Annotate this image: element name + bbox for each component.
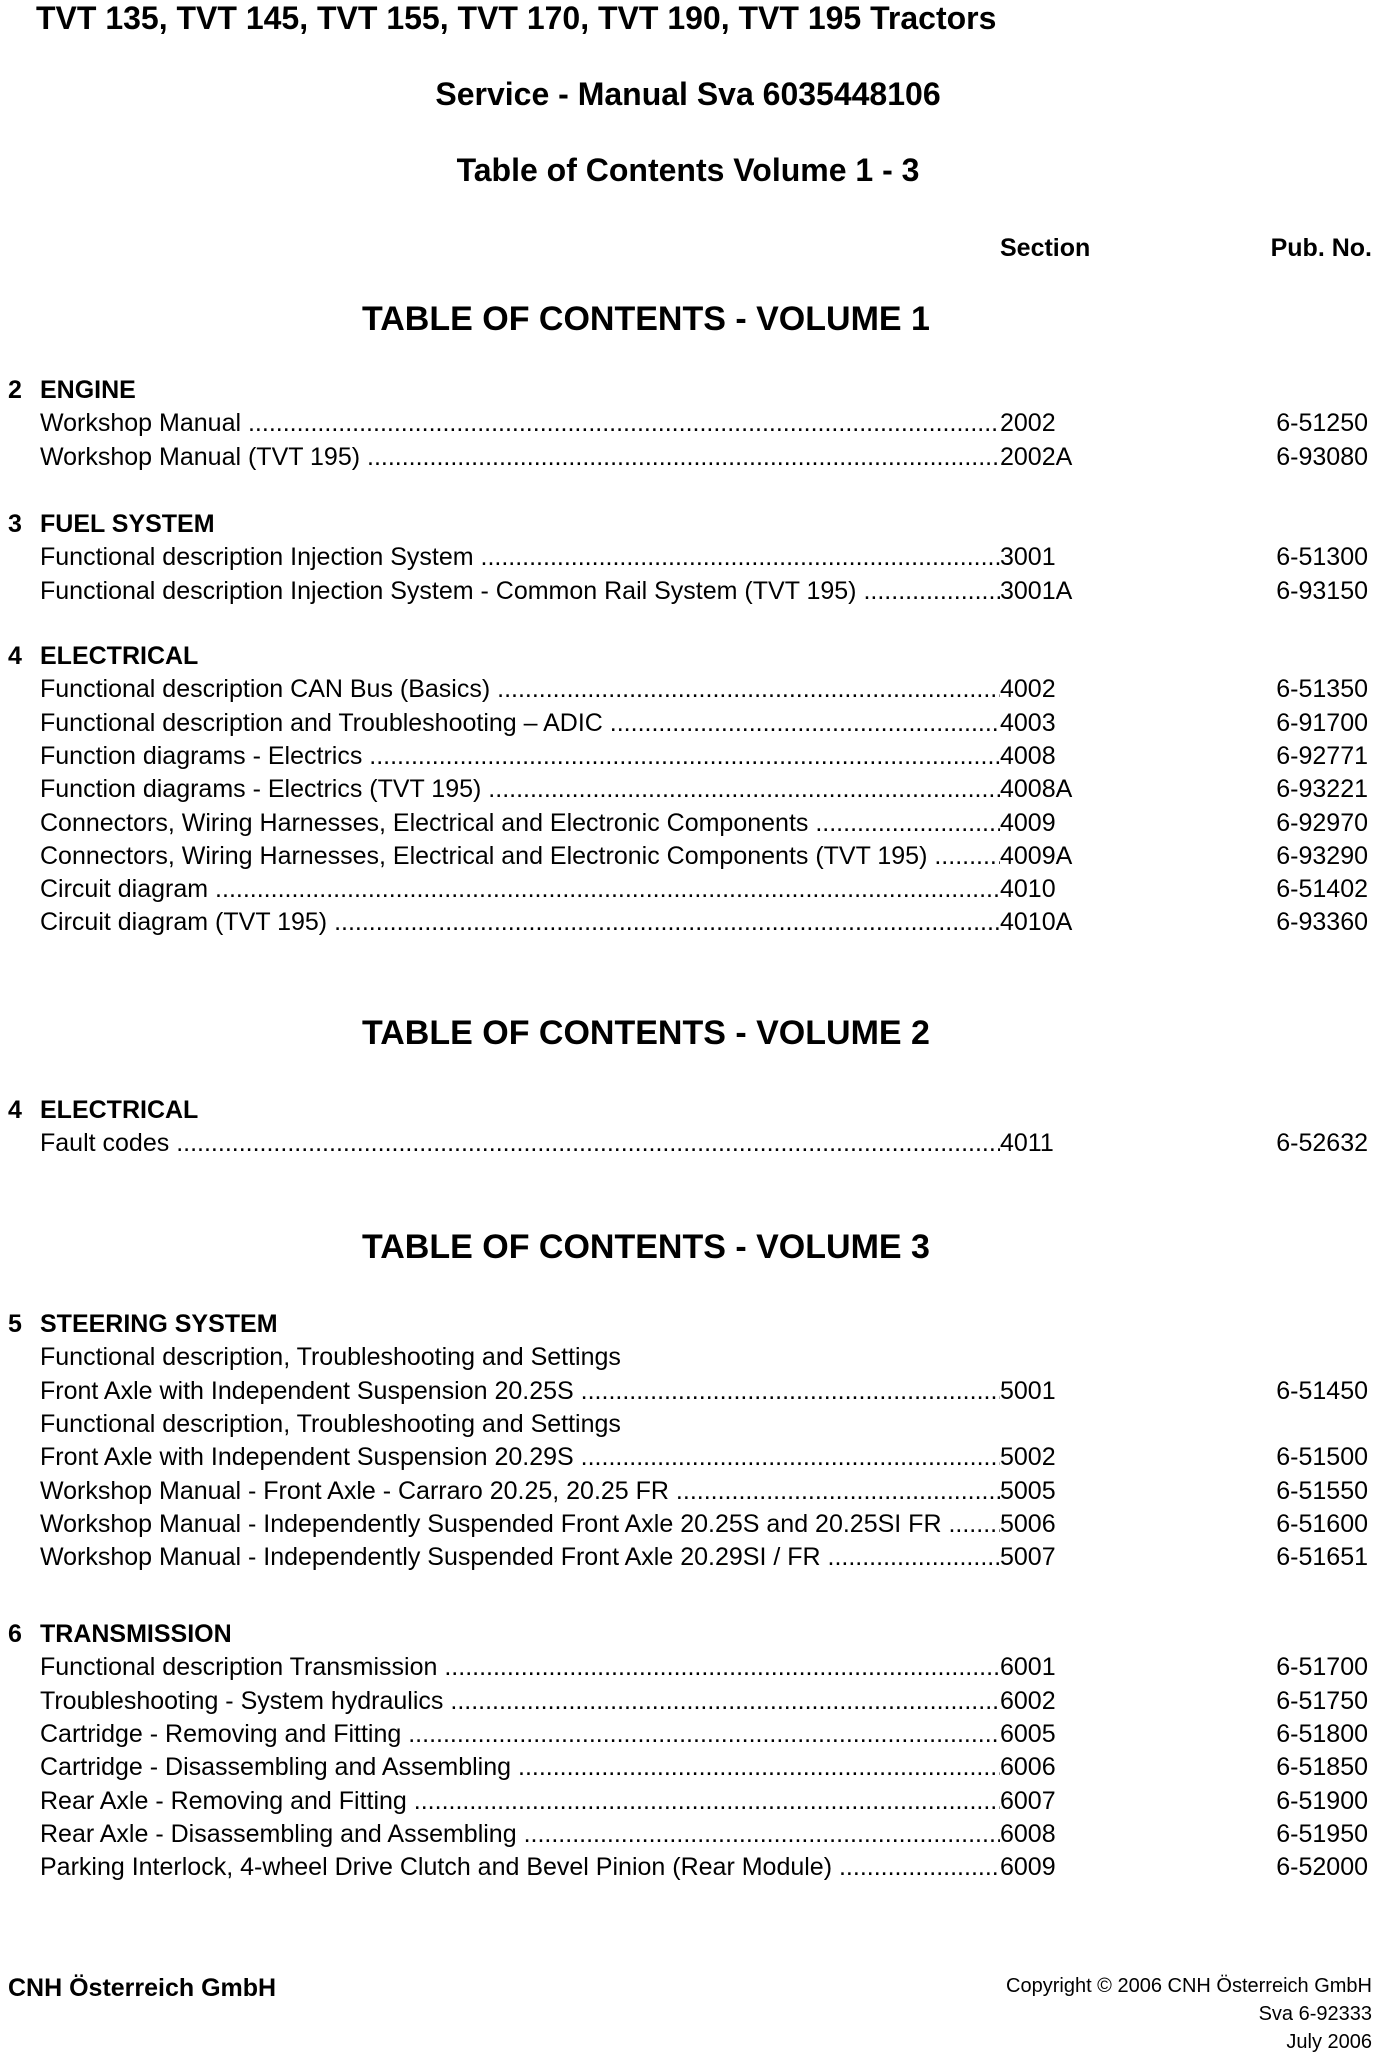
group-number: 4 bbox=[8, 642, 22, 670]
entry-pub-number: 6-51550 bbox=[1276, 1476, 1368, 1505]
entry-title: Parking Interlock, 4-wheel Drive Clutch and Bevel Pinion (Rear Module) ..... bbox=[40, 1853, 1000, 1882]
entry-pub-number: 6-93150 bbox=[1276, 576, 1368, 605]
entry-pub-number: 6-51600 bbox=[1276, 1509, 1368, 1538]
entry-pub-number: 6-51800 bbox=[1276, 1719, 1368, 1748]
entry-pub-number: 6-91700 bbox=[1276, 708, 1368, 737]
entry-section-number: 6008 bbox=[1000, 1819, 1056, 1848]
toc-entry[interactable] bbox=[40, 1787, 1372, 1819]
toc-entry[interactable] bbox=[40, 409, 1372, 441]
entry-section-number: 6002 bbox=[1000, 1686, 1056, 1715]
entry-title: Workshop Manual ..... bbox=[40, 409, 1000, 438]
entry-pub-number: 6-93290 bbox=[1276, 841, 1368, 870]
volume-title: TABLE OF CONTENTS - VOLUME 3 bbox=[362, 1228, 930, 1266]
entry-section-number: 4008 bbox=[1000, 741, 1056, 770]
entry-section-number: 4008A bbox=[1000, 775, 1073, 804]
entry-pub-number: 6-93080 bbox=[1276, 442, 1368, 471]
section-group-heading bbox=[8, 510, 215, 539]
entry-section-number: 4010A bbox=[1000, 908, 1073, 937]
document-subtitle: Service - Manual Sva 6035448106 bbox=[435, 76, 941, 112]
group-number: 2 bbox=[8, 376, 22, 404]
entry-title: Troubleshooting - System hydraulics ..... bbox=[40, 1687, 1000, 1716]
entry-title: Functional description Transmission ..... bbox=[40, 1653, 1000, 1682]
toc-entry[interactable] bbox=[40, 1820, 1372, 1852]
entry-pub-number: 6-51651 bbox=[1276, 1543, 1368, 1572]
group-name: ENGINE bbox=[40, 376, 136, 404]
section-group-heading bbox=[8, 1310, 278, 1339]
entry-title: Functional description and Troubleshooting – ADIC ..... bbox=[40, 709, 1000, 738]
toc-entry[interactable] bbox=[40, 809, 1372, 841]
entry-title: Front Axle with Independent Suspension 20.25S ..... bbox=[40, 1377, 1000, 1406]
entry-section-number: 4003 bbox=[1000, 708, 1056, 737]
footer-date: July 2006 bbox=[1286, 2031, 1372, 2053]
footer-copyright: Copyright © 2006 CNH Österreich GmbH bbox=[1006, 1975, 1372, 1997]
toc-entry[interactable] bbox=[40, 577, 1372, 609]
entry-pub-number: 6-51450 bbox=[1276, 1376, 1368, 1405]
volume-title: TABLE OF CONTENTS - VOLUME 2 bbox=[362, 1014, 930, 1052]
entry-section-number: 5007 bbox=[1000, 1543, 1056, 1572]
entry-title: Function diagrams - Electrics (TVT 195) ..... bbox=[40, 775, 1000, 804]
entry-title: Connectors, Wiring Harnesses, Electrical and Electronic Components ..... bbox=[40, 809, 1000, 838]
section-group-heading bbox=[8, 642, 198, 671]
entry-section-number: 4011 bbox=[1000, 1129, 1054, 1158]
group-number: 5 bbox=[8, 1310, 22, 1338]
toc-entry[interactable] bbox=[40, 842, 1372, 874]
entry-title: Functional description, Troubleshooting and Settings bbox=[40, 1343, 621, 1372]
entry-pub-number: 6-92970 bbox=[1276, 808, 1368, 837]
entry-section-number: 2002 bbox=[1000, 409, 1056, 438]
group-number: 6 bbox=[8, 1620, 22, 1648]
entry-pub-number: 6-93360 bbox=[1276, 908, 1368, 937]
entry-title: Functional description Injection System ..... bbox=[40, 543, 1000, 572]
entry-section-number: 5006 bbox=[1000, 1509, 1056, 1538]
group-number: 4 bbox=[8, 1096, 22, 1124]
entry-section-number: 5005 bbox=[1000, 1476, 1056, 1505]
entry-title: Circuit diagram ..... bbox=[40, 875, 1000, 904]
toc-entry[interactable] bbox=[40, 1443, 1372, 1475]
entry-pub-number: 6-52000 bbox=[1276, 1853, 1368, 1882]
entry-pub-number: 6-51300 bbox=[1276, 543, 1368, 572]
entry-section-number: 3001 bbox=[1000, 543, 1056, 572]
toc-entry[interactable] bbox=[40, 1343, 1372, 1375]
toc-entry[interactable] bbox=[40, 1687, 1372, 1719]
entry-section-number: 2002A bbox=[1000, 442, 1073, 471]
toc-entry[interactable] bbox=[40, 1720, 1372, 1752]
footer-company: CNH Österreich GmbH bbox=[8, 1974, 277, 2002]
entry-title: Workshop Manual (TVT 195) ..... bbox=[40, 443, 1000, 472]
entry-section-number: 4009A bbox=[1000, 841, 1073, 870]
section-group-heading bbox=[8, 1096, 198, 1125]
entry-pub-number: 6-51900 bbox=[1276, 1786, 1368, 1815]
footer-doc-number: Sva 6-92333 bbox=[1258, 2003, 1372, 2025]
entry-section-number: 6009 bbox=[1000, 1853, 1056, 1882]
group-name: TRANSMISSION bbox=[40, 1620, 232, 1648]
toc-entry[interactable] bbox=[40, 443, 1372, 475]
entry-title: Functional description CAN Bus (Basics) ..... bbox=[40, 675, 1000, 704]
toc-entry[interactable] bbox=[40, 1377, 1372, 1409]
entry-pub-number: 6-93221 bbox=[1276, 775, 1368, 804]
entry-pub-number: 6-51850 bbox=[1276, 1753, 1368, 1782]
entry-section-number: 6005 bbox=[1000, 1719, 1056, 1748]
entry-section-number: 5002 bbox=[1000, 1443, 1056, 1472]
toc-entry[interactable] bbox=[40, 1753, 1372, 1785]
entry-pub-number: 6-51350 bbox=[1276, 675, 1368, 704]
toc-entry[interactable] bbox=[40, 709, 1372, 741]
entry-pub-number: 6-51250 bbox=[1276, 409, 1368, 438]
volume-title: TABLE OF CONTENTS - VOLUME 1 bbox=[362, 300, 930, 338]
entry-title: Cartridge - Disassembling and Assembling ..... bbox=[40, 1753, 1000, 1782]
entry-title: Connectors, Wiring Harnesses, Electrical and Electronic Components (TVT 195) ..... bbox=[40, 842, 1000, 871]
document-title: TVT 135, TVT 145, TVT 155, TVT 170, TVT 190, TVT 195 Tractors bbox=[36, 0, 997, 36]
entry-title: Rear Axle - Removing and Fitting ..... bbox=[40, 1787, 1000, 1816]
entry-section-number: 4009 bbox=[1000, 808, 1056, 837]
entry-section-number: 6007 bbox=[1000, 1786, 1056, 1815]
toc-entry[interactable] bbox=[40, 1543, 1372, 1575]
entry-title: Cartridge - Removing and Fitting ..... bbox=[40, 1720, 1000, 1749]
section-group-heading bbox=[8, 1620, 232, 1649]
column-header-pub-no: Pub. No. bbox=[1270, 234, 1372, 262]
toc-entry[interactable] bbox=[40, 742, 1372, 774]
entry-section-number: 3001A bbox=[1000, 576, 1073, 605]
toc-entry[interactable] bbox=[40, 775, 1372, 807]
entry-title: Workshop Manual - Independently Suspended Front Axle 20.25S and 20.25SI FR ..... bbox=[40, 1510, 1000, 1539]
group-number: 3 bbox=[8, 510, 22, 538]
toc-heading: Table of Contents Volume 1 - 3 bbox=[456, 152, 920, 188]
entry-section-number: 6006 bbox=[1000, 1753, 1056, 1782]
entry-title: Workshop Manual - Independently Suspended Front Axle 20.29SI / FR ..... bbox=[40, 1543, 1000, 1572]
entry-title: Function diagrams - Electrics ..... bbox=[40, 742, 1000, 771]
entry-title: Workshop Manual - Front Axle - Carraro 20.25, 20.25 FR ..... bbox=[40, 1477, 1000, 1506]
entry-section-number: 4002 bbox=[1000, 675, 1056, 704]
entry-pub-number: 6-52632 bbox=[1276, 1129, 1368, 1158]
entry-title: Circuit diagram (TVT 195) ..... bbox=[40, 908, 1000, 937]
toc-entry[interactable] bbox=[40, 543, 1372, 575]
entry-pub-number: 6-92771 bbox=[1276, 741, 1368, 770]
group-name: STEERING SYSTEM bbox=[40, 1310, 278, 1338]
entry-pub-number: 6-51500 bbox=[1276, 1443, 1368, 1472]
toc-entry[interactable] bbox=[40, 1129, 1372, 1161]
footer-info bbox=[1006, 1972, 1372, 2056]
entry-title: Functional description, Troubleshooting and Settings bbox=[40, 1409, 621, 1438]
toc-entry[interactable] bbox=[40, 908, 1372, 940]
column-header-section: Section bbox=[1000, 234, 1091, 262]
entry-title: Rear Axle - Disassembling and Assembling ..... bbox=[40, 1820, 1000, 1849]
entry-section-number: 6001 bbox=[1000, 1653, 1056, 1682]
section-group-heading bbox=[8, 376, 136, 405]
toc-entry[interactable] bbox=[40, 1510, 1372, 1542]
entry-pub-number: 6-51750 bbox=[1276, 1686, 1368, 1715]
entry-pub-number: 6-51700 bbox=[1276, 1653, 1368, 1682]
group-name: ELECTRICAL bbox=[40, 642, 199, 670]
entry-section-number: 4010 bbox=[1000, 875, 1056, 904]
toc-entry[interactable] bbox=[40, 875, 1372, 907]
entry-section-number: 5001 bbox=[1000, 1376, 1056, 1405]
entry-title: Front Axle with Independent Suspension 20.29S ..... bbox=[40, 1443, 1000, 1472]
entry-pub-number: 6-51402 bbox=[1276, 875, 1368, 904]
toc-entry[interactable] bbox=[40, 1853, 1372, 1885]
entry-pub-number: 6-51950 bbox=[1276, 1819, 1368, 1848]
toc-entry[interactable] bbox=[40, 1653, 1372, 1685]
group-name: FUEL SYSTEM bbox=[40, 510, 215, 538]
toc-entry[interactable] bbox=[40, 1477, 1372, 1509]
toc-entry[interactable] bbox=[40, 1410, 1372, 1442]
toc-entry[interactable] bbox=[40, 675, 1372, 707]
group-name: ELECTRICAL bbox=[40, 1096, 199, 1124]
entry-title: Fault codes ..... bbox=[40, 1129, 1000, 1158]
entry-title: Functional description Injection System - Common Rail System (TVT 195) ..... bbox=[40, 577, 1000, 606]
